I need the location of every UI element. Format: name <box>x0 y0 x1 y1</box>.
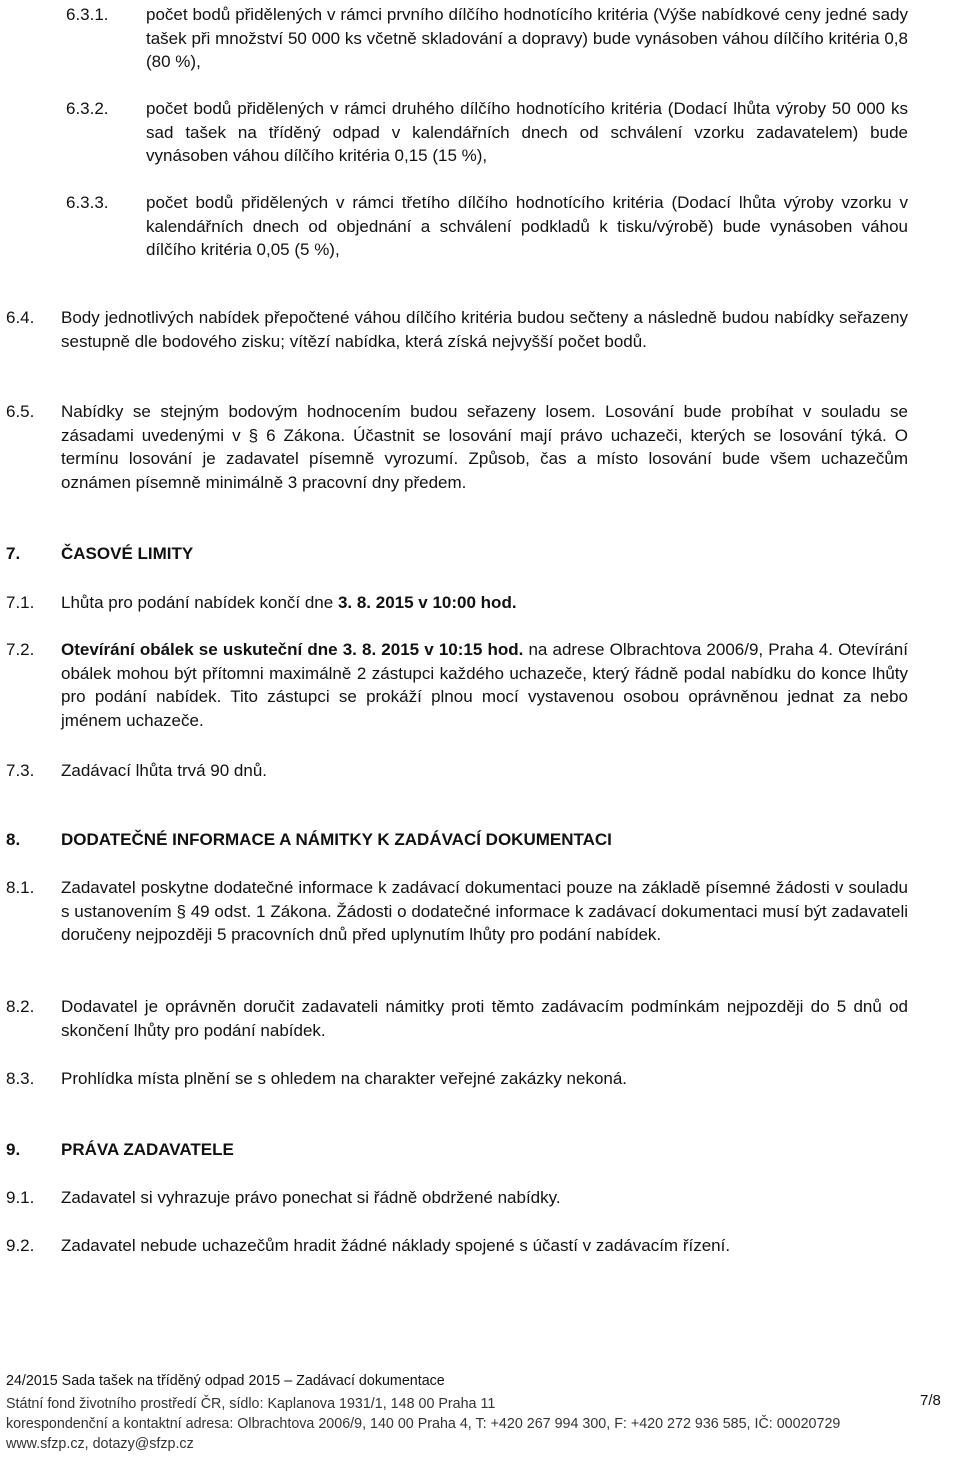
heading-number: 9. <box>6 1140 21 1159</box>
paragraph-text: na adrese Olbrachtova 2006/9, Praha 4. Otevírání obálek mohou být přítomni maximálně 2 zástupci každého uchazeče, který řádně podal nabídku do konce lhůty pro podání nabídek. Tito zástupci se prokáží plnou mocí vystavenou osobou oprávněnou jednat za nebo jménem uchazeče. <box>61 640 908 730</box>
paragraph: Zadavatel poskytne dodatečné informace k zadávací dokumentaci pouze na základě písemné žádosti v souladu s ustanovením § 49 odst. 1 Zákona. Žádosti o dodatečné informace k zadávací dokumentaci musí být zadavateli doručeny nejpozději 5 pracovních dnů před uplynutím lhůty pro podání nabídek. <box>61 878 908 944</box>
footer-address: Státní fond životního prostředí ČR, sídlo: Kaplanova 1931/1, 148 00 Praha 11 <box>6 1396 496 1412</box>
paragraph: počet bodů přidělených v rámci třetího dílčího hodnotícího kritéria (Dodací lhůta výroby vzorku v kalendářních dnech od objednání a schválení podkladů k tisku/výrobě) bude vynásoben váhou dílčího kritéria 0,05 (5 %), <box>146 193 908 259</box>
section-number: 6.3.2. <box>66 99 109 118</box>
section-number: 7.3. <box>6 761 35 780</box>
section-number: 7.2. <box>6 640 35 659</box>
section-number: 9.2. <box>6 1236 35 1255</box>
paragraph: počet bodů přidělených v rámci prvního dílčího hodnotícího kritéria (Výše nabídkové ceny jedné sady tašek při množství 50 000 ks včetně skladování a dopravy) bude vynásoben váhou dílčího kritéria 0,8 (80 %), <box>146 5 908 71</box>
section-number: 8.3. <box>6 1069 35 1088</box>
deadline-bold: 3. 8. 2015 v 10:00 hod. <box>337 593 517 612</box>
footer-contact: korespondenční a kontaktní adresa: Olbrachtova 2006/9, 140 00 Praha 4, T: +420 267 994 300, F: +420 272 936 585, IČ: 00020729 <box>6 1416 841 1432</box>
paragraph: Nabídky se stejným bodovým hodnocením budou seřazeny losem. Losování bude probíhat v souladu se zásadami uvedenými v § 6 Zákona. Účastnit se losování mají právo uchazeči, kterých se losování týká. O termínu losování je zadavatel písemně vyrozumí. Způsob, čas a místo losování bude všem uchazečům oznámen písemně minimálně 3 pracovní dny předem. <box>61 402 908 492</box>
section-heading: ČASOVÉ LIMITY <box>61 544 194 563</box>
paragraph <box>61 591 908 615</box>
section-number: 6.3.1. <box>66 5 109 24</box>
opening-bold: Otevírání obálek se uskuteční dne 3. 8. 2015 v 10:15 hod. <box>61 640 524 659</box>
heading-number: 8. <box>6 830 21 849</box>
page-number: 7/8 <box>920 1392 941 1409</box>
footer-web: www.sfzp.cz, dotazy@sfzp.cz <box>6 1436 194 1452</box>
paragraph <box>61 638 908 732</box>
section-number: 6.4. <box>6 308 35 327</box>
paragraph: počet bodů přidělených v rámci druhého dílčího hodnotícího kritéria (Dodací lhůta výroby 50 000 ks sad tašek na tříděný odpad v kalendářních dnech od schválení vzorku zadavatelem) bude vynásoben váhou dílčího kritéria 0,15 (15 %), <box>146 99 908 165</box>
footer-title: 24/2015 Sada tašek na tříděný odpad 2015 – Zadávací dokumentace <box>6 1373 445 1389</box>
section-number: 9.1. <box>6 1188 35 1207</box>
paragraph: Body jednotlivých nabídek přepočtené váhou dílčího kritéria budou sečteny a následně budou nabídky seřazeny sestupně dle bodového zisku; vítězí nabídka, která získá nejvyšší počet bodů. <box>61 308 908 351</box>
section-number: 6.3.3. <box>66 193 109 212</box>
paragraph: Zadavatel nebude uchazečům hradit žádné náklady spojené s účastí v zadávacím řízení. <box>61 1236 731 1255</box>
paragraph: Zadávací lhůta trvá 90 dnů. <box>61 761 268 780</box>
paragraph: Dodavatel je oprávněn doručit zadavateli námitky proti těmto zadávacím podmínkám nejpozději do 5 dnů od skončení lhůty pro podání nabídek. <box>61 997 908 1040</box>
heading-number: 7. <box>6 544 21 563</box>
paragraph-text: Lhůta pro podání nabídek končí dne <box>61 593 338 612</box>
section-number: 8.1. <box>6 878 35 897</box>
paragraph: Zadavatel si vyhrazuje právo ponechat si řádně obdržené nabídky. <box>61 1188 561 1207</box>
paragraph: Prohlídka místa plnění se s ohledem na charakter veřejné zakázky nekoná. <box>61 1069 628 1088</box>
section-number: 7.1. <box>6 593 35 612</box>
section-number: 6.5. <box>6 402 35 421</box>
section-heading: DODATEČNÉ INFORMACE A NÁMITKY K ZADÁVACÍ DOKUMENTACI <box>61 830 612 849</box>
section-heading: PRÁVA ZADAVATELE <box>61 1140 234 1159</box>
section-number: 8.2. <box>6 997 35 1016</box>
